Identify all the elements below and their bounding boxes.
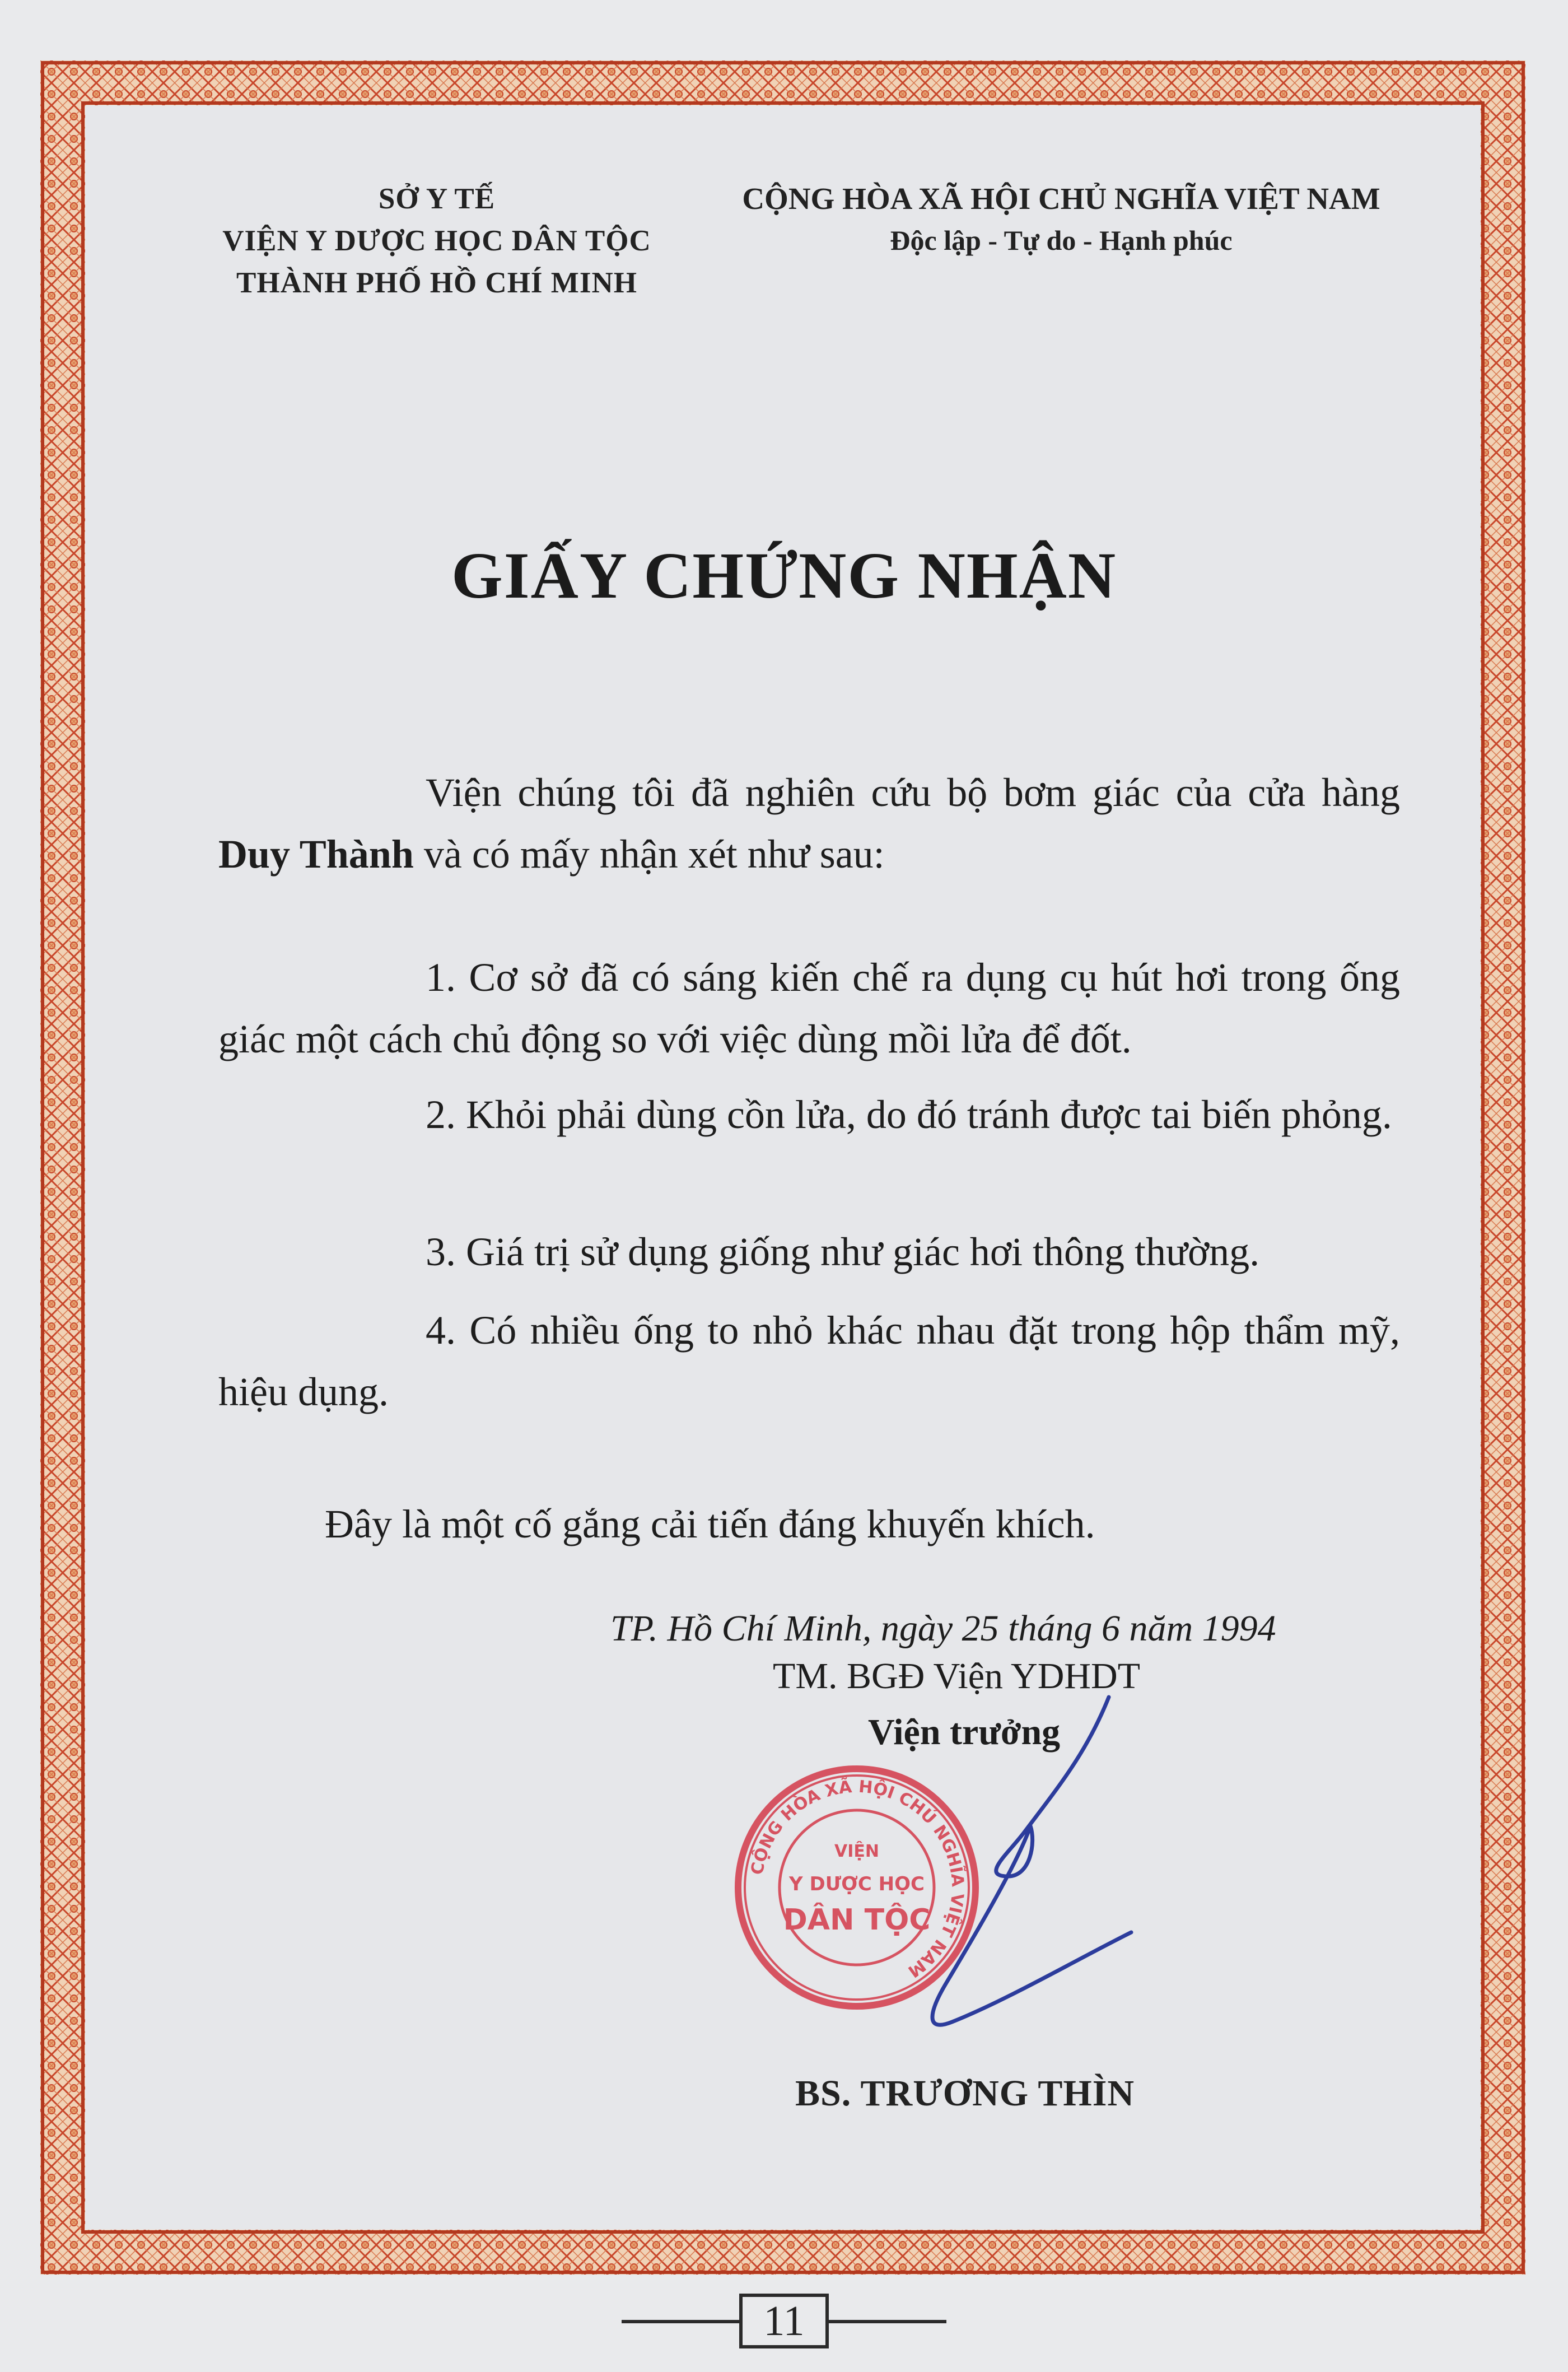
header-left-line-3: THÀNH PHỐ HỒ CHÍ MINH [236, 267, 637, 299]
page-number: 11 [739, 2294, 829, 2348]
header-right-motto: Độc lập - Tự do - Hạnh phúc [890, 225, 1233, 256]
signer-position: Viện trưởng [868, 1712, 1061, 1753]
page-number-rule-left [622, 2320, 739, 2323]
point-4 [218, 1299, 1400, 1423]
point-1-text: 1. Cơ sở đã có sáng kiến chế ra dụng cụ hút hơi trong ống giác một cách chủ động so với việc dùng mồi lửa để đốt. [218, 955, 1400, 1061]
stamp-line-3: DÂN TỘC [783, 1903, 931, 1937]
intro-paragraph [218, 762, 1400, 885]
point-4-text: 4. Có nhiều ống to nhỏ khác nhau đặt trong hộp thẩm mỹ, hiệu dụng. [218, 1308, 1400, 1414]
intro-text-after: và có mấy nhận xét như sau: [413, 832, 885, 877]
closing-sentence: Đây là một cố gắng cải tiến đáng khuyến khích. [325, 1502, 1095, 1546]
point-3 [218, 1221, 1400, 1283]
handwritten-signature [896, 1691, 1165, 2042]
page-number-rule-right [829, 2320, 946, 2323]
document-title: GIẤY CHỨNG NHẬN [451, 539, 1117, 612]
on-behalf-line: TM. BGĐ Viện YDHDT [773, 1656, 1141, 1697]
point-1 [218, 947, 1400, 1070]
point-2 [218, 1084, 1400, 1145]
place-and-date: TP. Hồ Chí Minh, ngày 25 tháng 6 năm 1994 [610, 1608, 1276, 1649]
stamp-ring-text: CỘNG HÒA XÃ HỘI CHỦ NGHĨA VIỆT NAM [747, 1777, 968, 1982]
header-right-national-title: CỘNG HÒA XÃ HỘI CHỦ NGHĨA VIỆT NAM [742, 181, 1380, 216]
stamp-line-1: VIỆN [834, 1842, 879, 1861]
shop-name: Duy Thành [218, 832, 414, 877]
stamp-line-2: Y DƯỢC HỌC [789, 1873, 925, 1895]
header-left-line-2: VIỆN Y DƯỢC HỌC DÂN TỘC [222, 225, 651, 257]
point-2-text: 2. Khỏi phải dùng cồn lửa, do đó tránh được tai biến phỏng. [426, 1092, 1392, 1137]
point-3-text: 3. Giá trị sử dụng giống như giác hơi thông thường. [426, 1229, 1260, 1274]
signer-name: BS. TRƯƠNG THÌN [795, 2073, 1135, 2114]
intro-text-before: Viện chúng tôi đã nghiên cứu bộ bơm giác của cửa hàng [426, 770, 1400, 815]
header-left-line-1: SỞ Y TẾ [378, 183, 496, 215]
